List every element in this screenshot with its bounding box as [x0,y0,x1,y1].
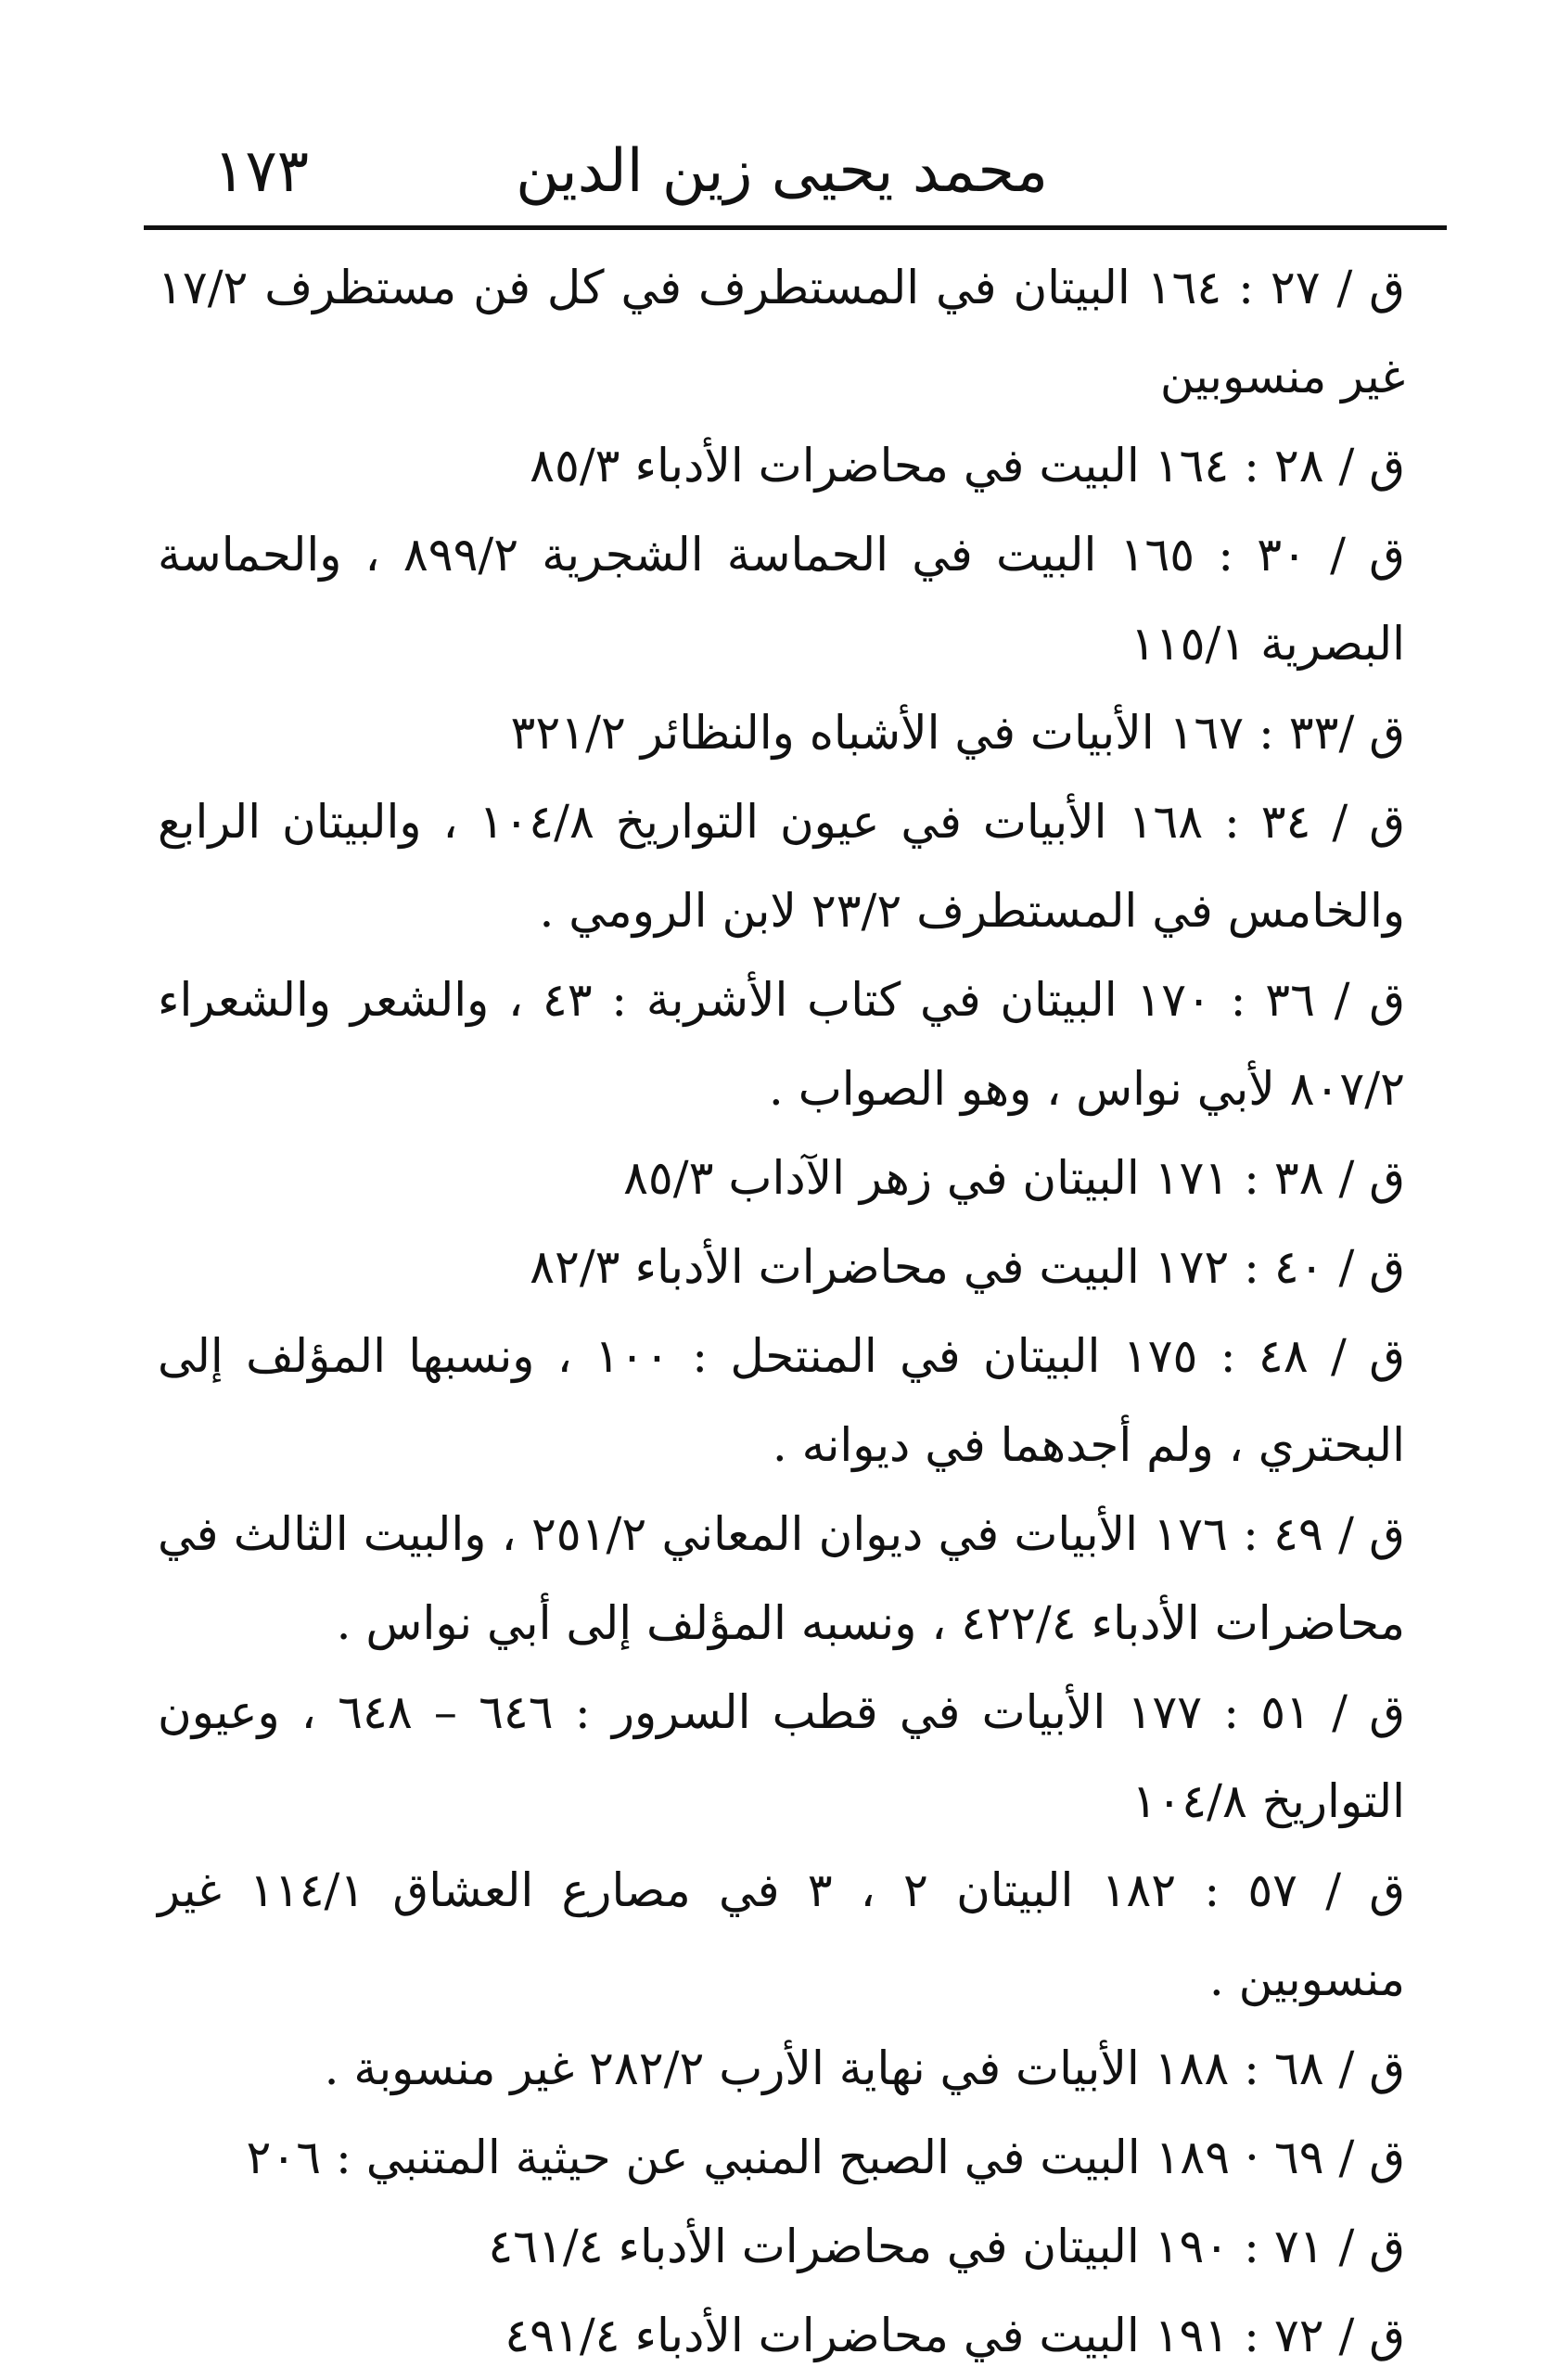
header-rule [144,225,1447,230]
note-entry: ق / ٣٦ : ١٧٠ البيتان في كتاب الأشربة : ٤٣ ، والشعر والشعراء ٨٠٧/٢ لأبي نواس ، وهو الصواب . [158,973,1406,1116]
note-entry: ق / ٦٩ · ١٨٩ البيت في الصبح المنبي عن حيثية المتنبي : ٢٠٦ [246,2130,1405,2184]
note-entry: ق / ٣٨ : ١٧١ البيتان في زهر الآداب ٨٥/٣ [623,1151,1405,1205]
note-entry: ق / ٤٨ : ١٧٥ البيتان في المنتحل : ١٠٠ ، ونسبها المؤلف إلى البحتري ، ولم أجدهما في ديوانه . [158,1329,1405,1472]
page-number: ١٧٣ [213,137,310,206]
note-entry: ق / ٣٠ : ١٦٥ البيت في الحماسة الشجرية ٨٩٩/٢ ، والحماسة البصرية ١١٥/١ [158,528,1405,671]
note-entry: ق / ٥١ : ١٧٧ الأبيات في قطب السرور : ٦٤٦ – ٦٤٨ ، وعيون التواريخ ١٠٤/٨ [158,1685,1405,1828]
running-header-author: محمد يحيى زين الدين [516,137,1048,206]
note-entry: ق / ٦٨ : ١٨٨ الأبيات في نهاية الأرب ٢٨٢/٢ غير منسوبة . [324,2041,1405,2095]
running-header [144,130,1447,213]
note-entry: ق / ٧١ : ١٩٠ البيتان في محاضرات الأدباء ٤٦١/٤ [488,2220,1405,2273]
note-entry: ق / ٧٢ : ١٩١ البيت في محاضرات الأدباء ٤٩١/٤ [505,2309,1405,2362]
note-entry: ق / ٢٧ : ١٦٤ البيتان في المستطرف في كل فن مستظرف ١٧/٢ غير منسوبين [158,261,1405,403]
note-entry: ق /٣٣ : ١٦٧ الأبيات في الأشباه والنظائر ٣٢١/٢ [510,706,1405,760]
note-entry: ق / ٥٧ : ١٨٢ البيتان ٢ ، ٣ في مصارع العشاق ١١٤/١ غير منسوبين . [158,1863,1406,2006]
note-entry: ق / ٢٨ : ١٦٤ البيت في محاضرات الأدباء ٨٥/٣ [530,439,1405,493]
note-entry: ق / ٤٠ : ١٧٢ البيت في محاضرات الأدباء ٨٢/٣ [530,1240,1405,1294]
note-entry: ق / ٣٤ : ١٦٨ الأبيات في عيون التواريخ ١٠٤/٨ ، والبيتان الرابع والخامس في المستطرف ٢٣/٢ لابن الرومي . [158,795,1405,938]
note-entry: ق / ٤٩ : ١٧٦ الأبيات في ديوان المعاني ٢٥١/٢ ، والبيت الثالث في محاضرات الأدباء ٤٢٢/٤ ، ونسبه المؤلف إلى أبي نواس . [158,1507,1405,1650]
notes-list [158,243,1405,2380]
